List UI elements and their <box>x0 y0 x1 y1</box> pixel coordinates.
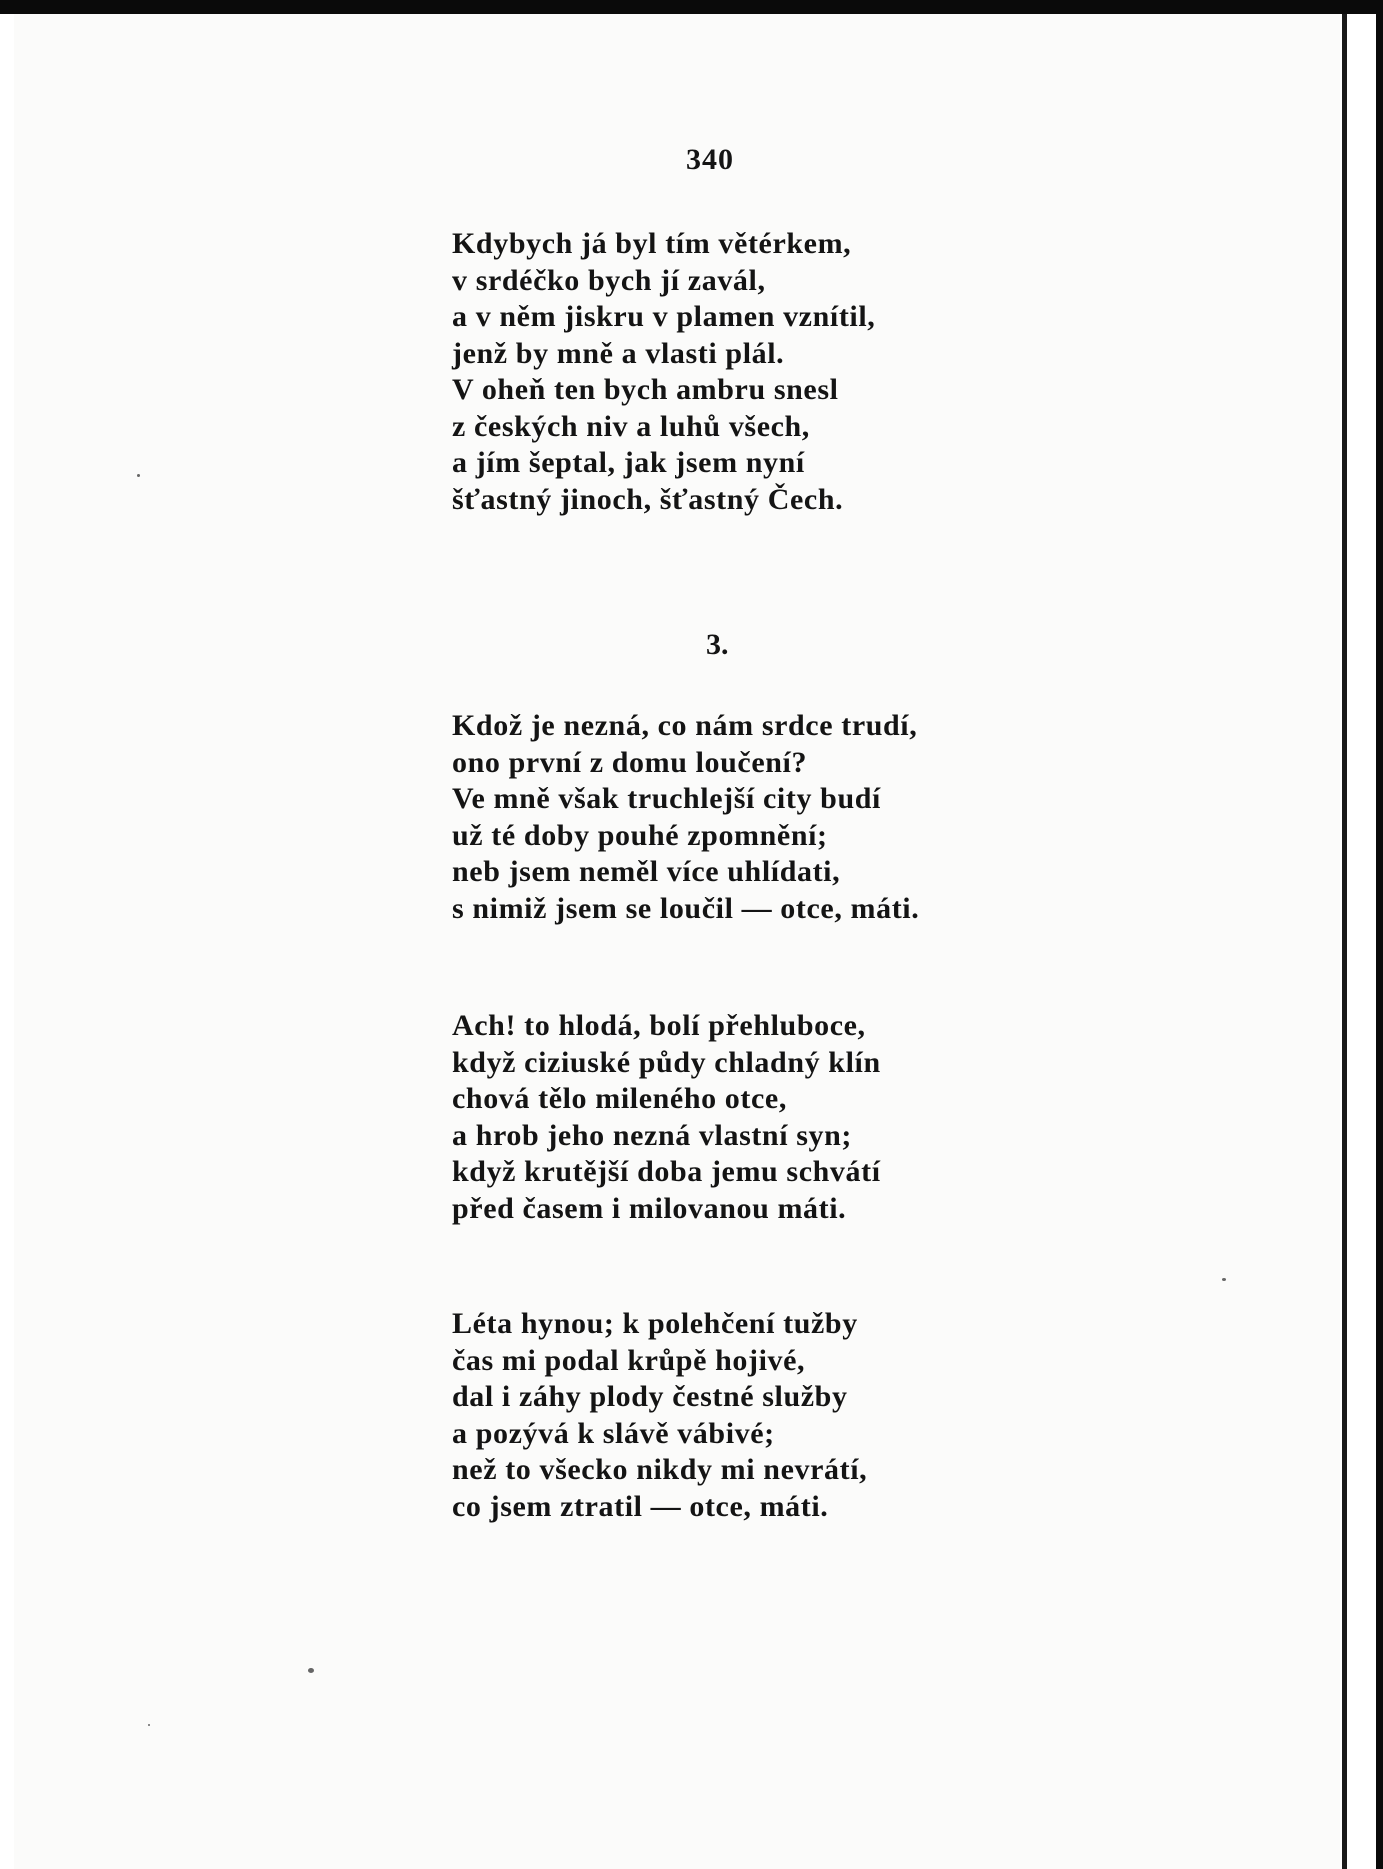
scan-speck <box>308 1668 314 1673</box>
verse-line: v srdéčko bych jí zavál, <box>452 263 766 297</box>
verse-line: a v něm jiskru v plamen vznítil, <box>452 300 876 333</box>
scan-speck <box>148 1724 150 1726</box>
scan-top-border <box>0 0 1383 14</box>
scan-border-line <box>1376 14 1383 1869</box>
verse-line: šťastný jinoch, šťastný Čech. <box>452 482 844 516</box>
verse-line: Kdybych já byl tím větérkem, <box>452 227 852 260</box>
scan-speck <box>137 474 140 477</box>
verse-line: když ciziuské půdy chladný klín <box>452 1045 881 1079</box>
stanza-1 <box>452 226 875 518</box>
verse-line: Kdož je nezná, co nám srdce trudí, <box>452 709 918 742</box>
verse-line: jenž by mně a vlasti plál. <box>452 336 785 370</box>
stanza-4 <box>452 1306 867 1525</box>
verse-line: ono první z domu loučení? <box>452 745 808 779</box>
verse-line: čas mi podal krůpě hojivé, <box>452 1343 806 1377</box>
stanza-3 <box>452 1008 881 1227</box>
verse-line: už té doby pouhé zpomnění; <box>452 818 828 852</box>
scan-right-edge <box>1340 14 1383 1869</box>
verse-line: a jím šeptal, jak jsem nyní <box>452 446 805 479</box>
verse-line: neb jsem neměl více uhlídati, <box>452 855 841 888</box>
verse-line: co jsem ztratil — otce, máti. <box>452 1489 829 1523</box>
verse-line: s nimiž jsem se loučil — otce, máti. <box>452 891 920 925</box>
verse-line: dal i záhy plody čestné služby <box>452 1380 848 1413</box>
verse-line: Léta hynou; k polehčení tužby <box>452 1307 858 1340</box>
section-number: 3. <box>706 628 729 661</box>
scan-speck <box>1222 1278 1226 1281</box>
page-number: 340 <box>686 143 734 176</box>
verse-line: a hrob jeho nezná vlastní syn; <box>452 1118 853 1152</box>
verse-line: Ve mně však truchlejší city budí <box>452 782 881 815</box>
verse-line: z českých niv a luhů všech, <box>452 409 810 443</box>
verse-line: a pozývá k slávě vábivé; <box>452 1416 775 1450</box>
stanza-2 <box>452 708 919 927</box>
verse-line: když krutější doba jemu schvátí <box>452 1155 881 1188</box>
verse-line: než to všecko nikdy mi nevrátí, <box>452 1453 868 1486</box>
verse-line: V oheň ten bych ambru snesl <box>452 373 839 406</box>
verse-line: Ach! to hlodá, bolí přehluboce, <box>452 1009 866 1042</box>
verse-line: chová tělo mileného otce, <box>452 1082 787 1115</box>
verse-line: před časem i milovanou máti. <box>452 1191 847 1225</box>
page-edge-line <box>1342 14 1347 1869</box>
